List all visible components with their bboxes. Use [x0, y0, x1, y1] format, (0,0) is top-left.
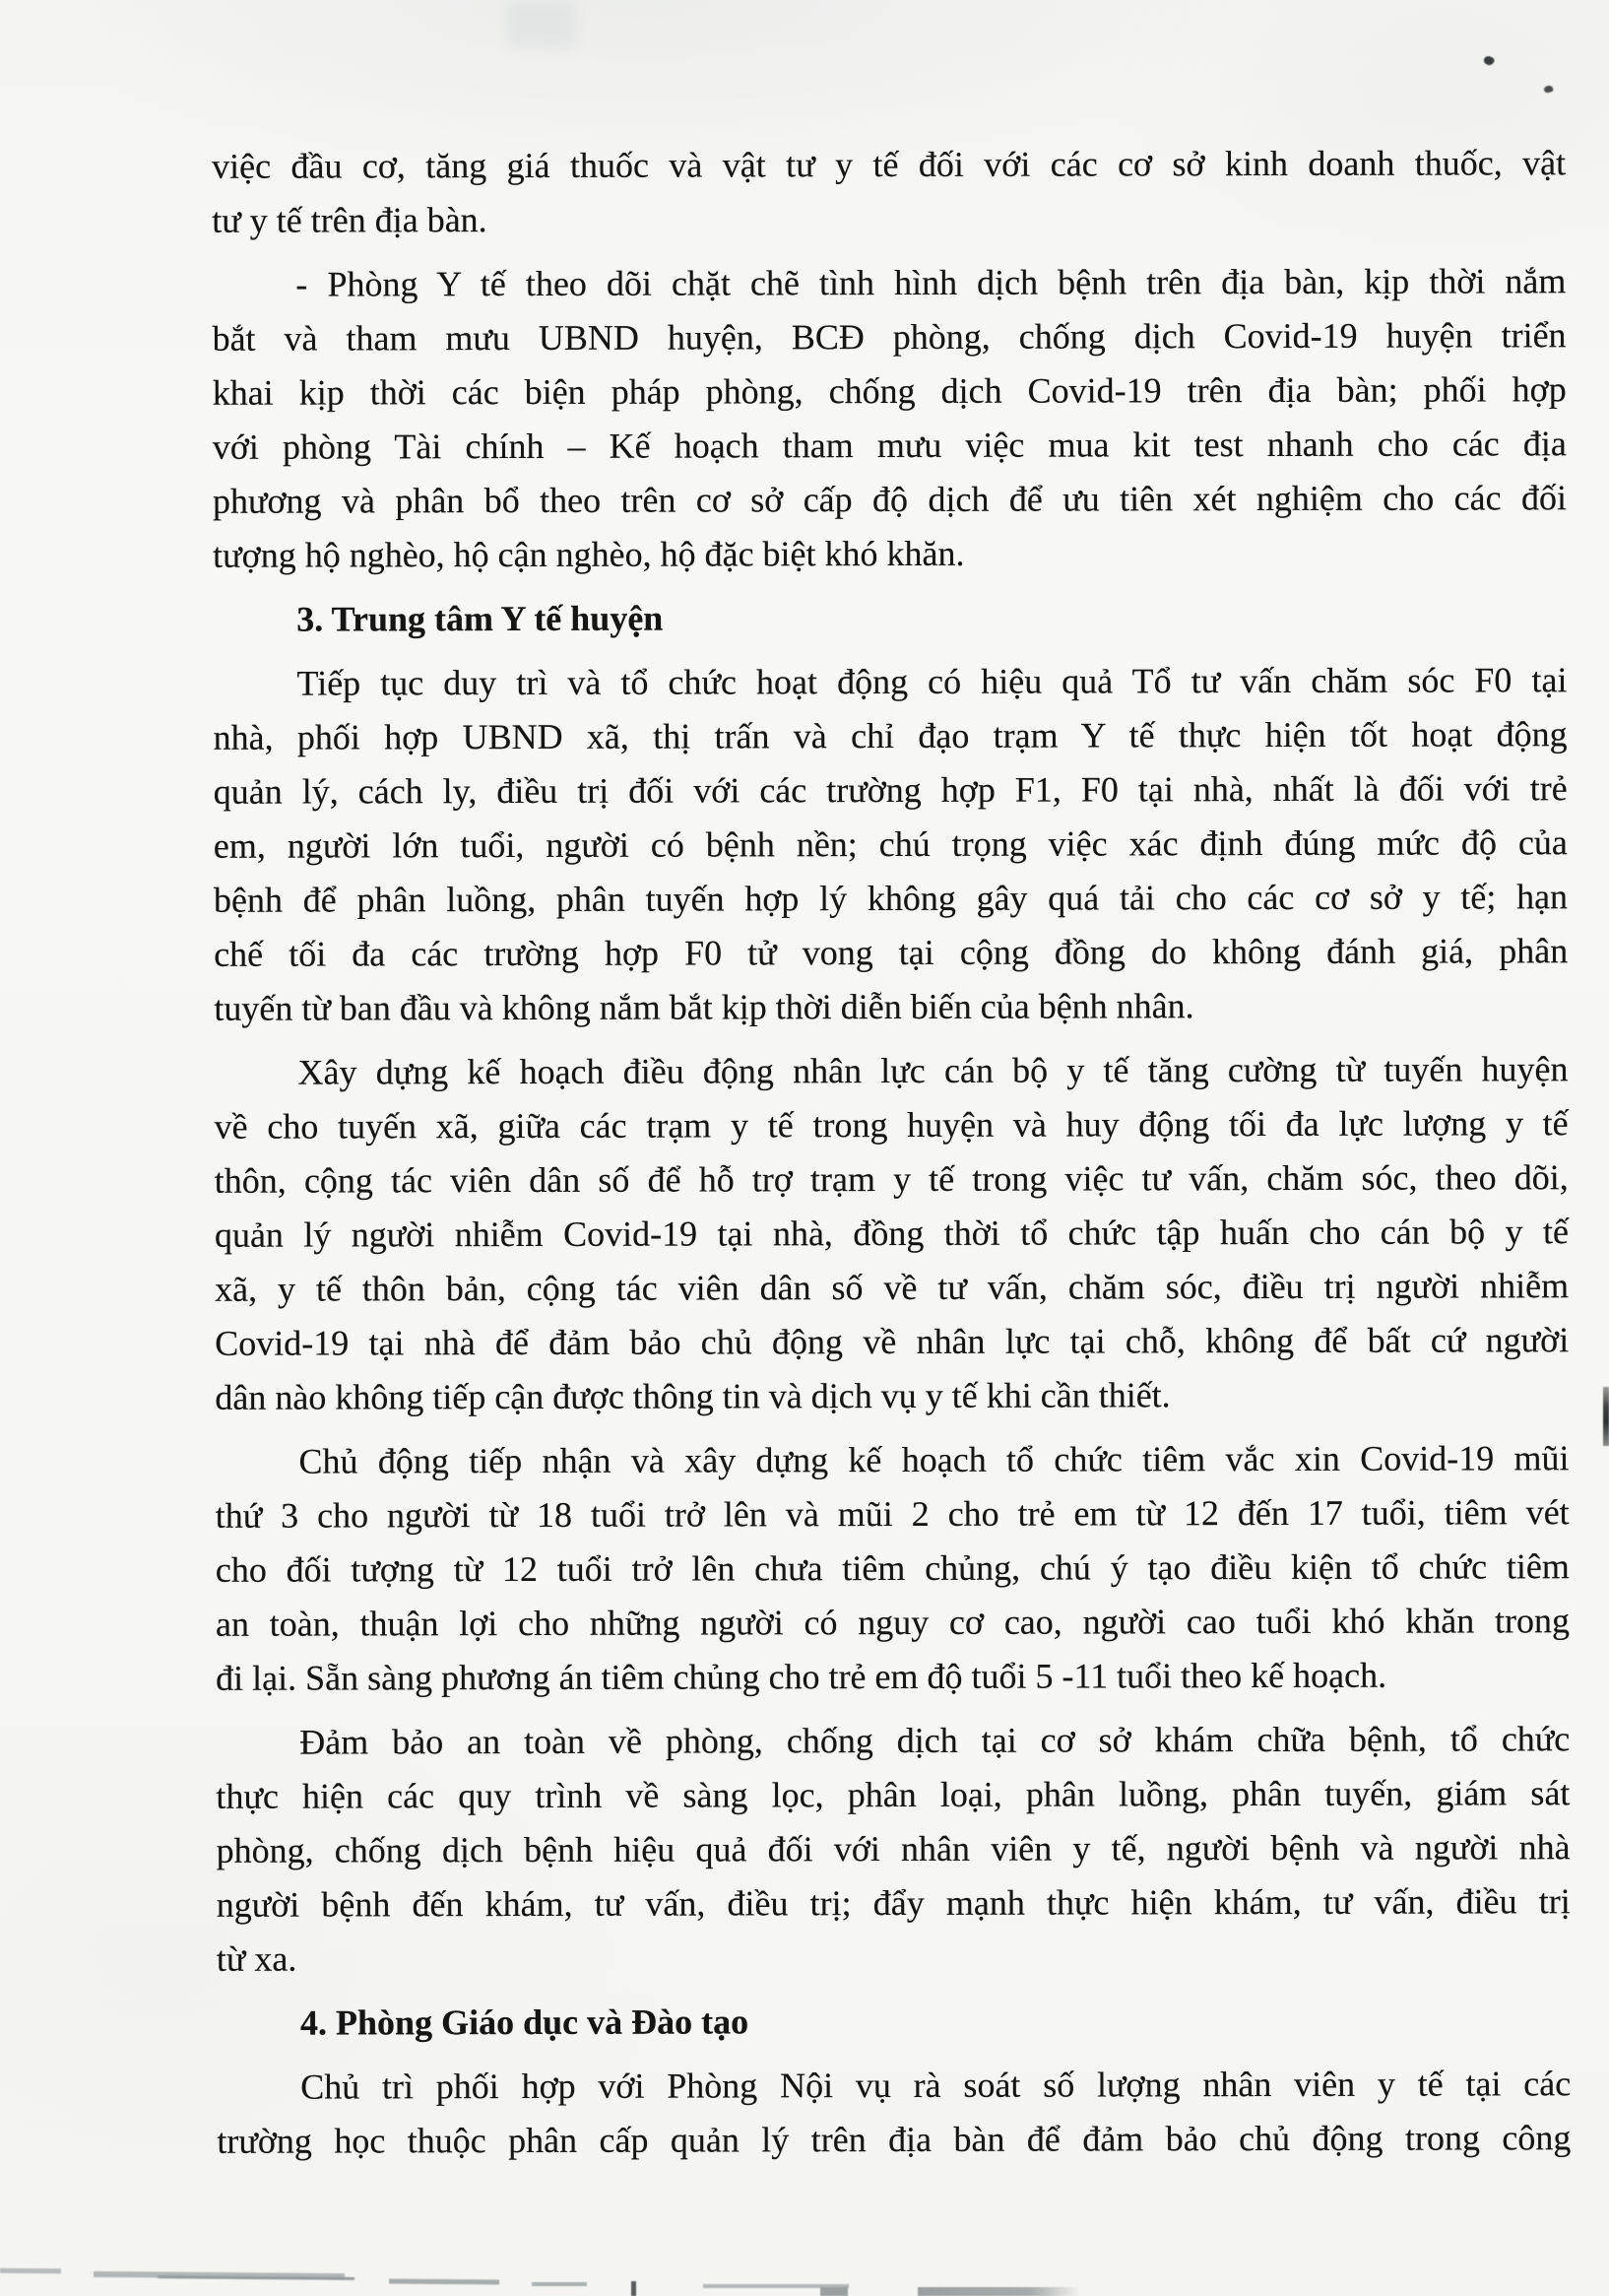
text-line: Chủ trì phối hợp với Phòng Nội vụ rà soát số lượng nhân viên y tế tại các: [300, 2064, 1572, 2107]
scan-bottom-line: [389, 2279, 499, 2285]
text-line: thực hiện các quy trình về sàng lọc, phân loại, phân luồng, phân tuyến, giám sát: [216, 1773, 1571, 1816]
text-line: trường học thuộc phân cấp quản lý trên địa bàn để đảm bảo chủ động trong công: [217, 2118, 1572, 2161]
text-line: nhà, phối hợp UBND xã, thị trấn và chỉ đạo trạm Y tế thực hiện tốt hoạt động: [213, 714, 1568, 757]
text-line: Đảm bảo an toàn về phòng, chống dịch tại cơ sở khám chữa bệnh, tổ chức: [299, 1719, 1571, 1762]
text-line: về cho tuyến xã, giữa các trạm y tế trong huyện và huy động tối đa lực lượng y tế: [214, 1103, 1569, 1147]
text-line: bệnh để phân luồng, phân tuyến hợp lý không gây quá tải cho các cơ sở y tế; hạn: [213, 877, 1569, 920]
section-heading-4: [217, 1993, 1571, 2051]
scan-bottom-line: [703, 2284, 849, 2288]
scan-speck: [1482, 54, 1495, 67]
paragraph: [214, 1042, 1569, 1425]
text-line: Chủ động tiếp nhận và xây dựng kế hoạch tổ chức tiêm vắc xin Covid-19 mũi: [298, 1438, 1570, 1481]
text-line: xã, y tế thôn bản, cộng tác viên dân số về tư vấn, chăm sóc, điều trị người nhiễm: [215, 1266, 1570, 1309]
text-line: phương và phân bổ theo trên cơ sở cấp độ dịch để ưu tiên xét nghiệm cho các đối: [212, 478, 1568, 521]
paragraph: [212, 254, 1567, 583]
scan-bottom-line: [532, 2282, 587, 2286]
scan-smudge-top: [507, 0, 576, 47]
text-line: với phòng Tài chính – Kế hoạch tham mưu việc mua kit test nhanh cho các địa: [212, 424, 1567, 467]
scan-bottom-line: [94, 2271, 345, 2279]
text-line: em, người lớn tuổi, người có bệnh nền; chú trọng việc xác định đúng mức độ của: [213, 822, 1568, 866]
scan-bottom-bar: [918, 2287, 1080, 2296]
text-line: cho đối tượng từ 12 tuổi trở lên chưa tiêm chủng, chú ý tạo điều kiện tổ chức tiêm: [215, 1546, 1570, 1590]
text-line: từ xa.: [216, 1938, 297, 1979]
text-line: chế tối đa các trường hợp F0 tử vong tại cộng đồng do không đánh giá, phân: [214, 931, 1569, 974]
document-text-block: [212, 136, 1571, 2169]
text-line: khai kịp thời các biện pháp phòng, chống dịch Covid-19 trên địa bàn; phối hợp: [212, 369, 1567, 413]
scan-bottom-blob: [820, 2287, 848, 2296]
text-line: Covid-19 tại nhà để đảm bảo chủ động về nhân lực tại chỗ, không để bất cứ người: [215, 1320, 1570, 1363]
section-heading-3: [213, 589, 1567, 647]
text-line: thứ 3 cho người từ 18 tuổi trở lên và mũi 2 cho trẻ em từ 12 đến 17 tuổi, tiêm vét: [215, 1492, 1570, 1536]
scan-bottom-line: [158, 2275, 354, 2280]
heading-text: 3. Trung tâm Y tế huyện: [296, 598, 664, 639]
text-line: việc đầu cơ, tăng giá thuốc và vật tư y tế đối với các cơ sở kinh doanh thuốc, vật: [212, 143, 1567, 186]
heading-text: 4. Phòng Giáo dục và Đào tạo: [299, 2001, 749, 2043]
text-line: thôn, cộng tác viên dân số để hỗ trợ trạm y tế trong việc tư vấn, chăm sóc, theo dõi,: [214, 1157, 1569, 1201]
scan-bottom-tick: [631, 2281, 636, 2296]
text-line: an toàn, thuận lợi cho những người có nguy cơ cao, người cao tuổi khó khăn trong: [215, 1601, 1570, 1644]
text-line: dân nào không tiếp cận được thông tin và dịch vụ y tế khi cần thiết.: [215, 1375, 1171, 1417]
text-line: bắt và tham mưu UBND huyện, BCĐ phòng, chống dịch Covid-19 huyện triển: [212, 315, 1567, 359]
scan-edge-mark: [1603, 1387, 1609, 1446]
text-line: quản lý người nhiễm Covid-19 tại nhà, đồng thời tổ chức tập huấn cho cán bộ y tế: [214, 1212, 1569, 1255]
paragraph: [215, 1431, 1570, 1706]
text-line: phòng, chống dịch bệnh hiệu quả đối với nhân viên y tế, người bệnh và người nhà: [216, 1827, 1571, 1870]
text-line: quản lý, cách ly, điều trị đối với các trường hợp F1, F0 tại nhà, nhất là đối với trẻ: [213, 768, 1568, 812]
paragraph: [212, 136, 1566, 248]
text-line: Tiếp tục duy trì và tổ chức hoạt động có hiệu quả Tổ tư vấn chăm sóc F0 tại: [296, 660, 1568, 703]
text-line: tuyến từ ban đầu và không nắm bắt kịp thời diễn biến của bệnh nhân.: [214, 986, 1194, 1028]
text-line: đi lại. Sẵn sàng phương án tiêm chủng cho trẻ em độ tuổi 5 -11 tuổi theo kế hoạch.: [216, 1655, 1387, 1698]
scan-bottom-line: [0, 2268, 61, 2273]
text-line: - Phòng Y tế theo dõi chặt chẽ tình hình dịch bệnh trên địa bàn, kịp thời nắm: [295, 261, 1567, 304]
text-line: tư y tế trên địa bàn.: [212, 200, 487, 240]
paragraph: [216, 1712, 1571, 1987]
text-line: Xây dựng kế hoạch điều động nhân lực cán bộ y tế tăng cường từ tuyến huyện: [297, 1049, 1569, 1092]
paragraph: [213, 653, 1568, 1036]
text-line: người bệnh đến khám, tư vấn, điều trị; đẩy mạnh thực hiện khám, tư vấn, điều trị: [216, 1881, 1571, 1925]
text-line: tượng hộ nghèo, hộ cận nghèo, hộ đặc biệt khó khăn.: [213, 533, 965, 575]
scan-speck: [1543, 85, 1554, 95]
paragraph: [217, 2057, 1571, 2169]
